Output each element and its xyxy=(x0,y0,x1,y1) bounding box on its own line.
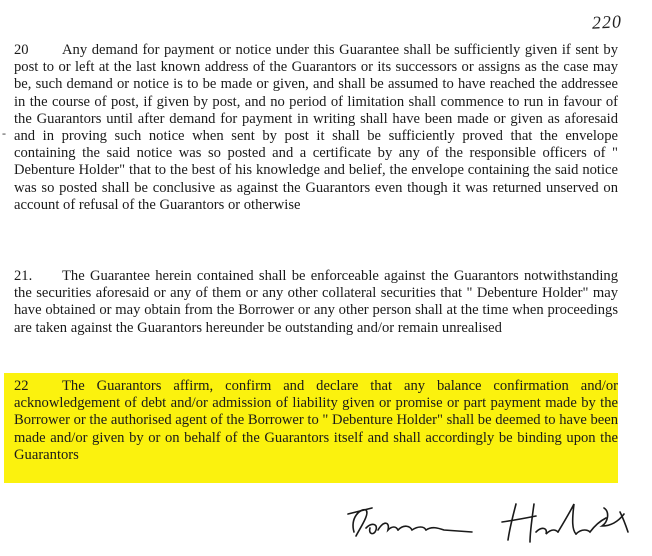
margin-mark: - xyxy=(2,126,6,140)
clause-text: Any demand for payment or notice under this Guarantee shall be sufficiently given if sent by post to or left at the last known address of the Guarantors or its successors or assigns as the case may be, such demand or notice is to be made or given, and shall be assumed to have reached the addressee in the course of post, if given by post, and no period of limitation shall commence to run in favour of the Guarantors until after demand for payment in writing shall have been made or given as aforesaid and in proving such notice when sent by post it shall be sufficiently proved that the envelope containing the said notice was so posted and a certificate by any of the responsible officers of " Debenture Holder" that to the best of his knowledge and belief, the envelope containing the said notice was so posted shall be conclusive as against the Guarantors even though it was returned unserved on account of refusal of the Guarantors or otherwise xyxy=(14,42,618,213)
clause-22-highlighted xyxy=(14,378,618,464)
clause-21 xyxy=(14,268,618,337)
clause-text: The Guarantee herein contained shall be enforceable against the Guarantors notwithstanding the securities aforesaid or any of them or any other collateral securities that " Debenture Holder" may have obtained or may obtain from the Borrower or any other person shall at the time when proceedings are taken against the Guarantors hereunder be outstanding and/or remain unrealised xyxy=(14,268,618,336)
clause-number: 20 xyxy=(14,42,29,58)
handwritten-signature-2 xyxy=(502,504,628,542)
signatures-area xyxy=(340,492,640,552)
clause-20 xyxy=(14,42,618,214)
clause-number: 21. xyxy=(14,268,33,284)
handwritten-signature-1 xyxy=(348,508,472,536)
page-number: 220 xyxy=(591,11,623,33)
clause-text: The Guarantors affirm, confirm and declare that any balance confirmation and/or acknowledgement of debt and/or admission of liability given or promise or part payment made by the Borrower or the authorised agent of the Borrower to " Debenture Holder" shall be deemed to have been made and/or given by or on behalf of the Guarantors itself and shall accordingly be binding upon the Guarantors xyxy=(14,378,618,463)
clause-number: 22 xyxy=(14,378,29,394)
